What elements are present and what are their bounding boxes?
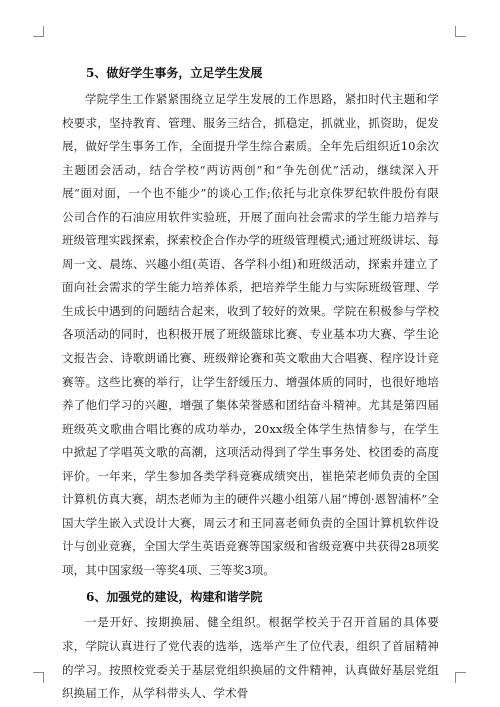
section-5-paragraph: 学院学生工作紧紧围绕立足学生发展的工作思路，紧扣时代主题和学校要求，坚持教育、管理、服务三结合，抓稳定，抓就业，抓资助，促发展，做好学生事务工作，全面提升学生综合素质。全年先后组织近10余次主题团会活动，结合学校“两访两创”和“争先创优”活动，继续深入开展“面对面，一个也不能少”的谈心工作;依托与北京侏罗纪软件股份有限公司合作的石油应用软件实验班，开展了面向社会需求的学生能力培养与班级管理实践探索，探索校企合作办学的班级管理模式;通过班级讲坛、每周一文、晨练、兴趣小组(英语、各学科小组)和班级活动，探索并建立了面向社会需求的学生能力培养体系，把培养学生能力与实际班级管理、学生成长中遇到的问题结合起来，收到了较好的效果。学院在积极参与学校各项活动的同时，也积极开展了班级篮球比赛、专业基本功大赛、学生论文报告会、诗歌朗诵比赛、班级辩论赛和英文歌曲大合唱赛、程序设计竞赛等。这些比赛的举行，让学生舒缓压力、增强体质的同时，也很好地培养了他们学习的兴趣，增强了集体荣誉感和团结奋斗精神。尤其是第四届班级英文歌曲合唱比赛的成功举办，20xx级全体学生热情参与，在学生中掀起了学唱英文歌的高潮，这项活动得到了学生事务处、校团委的高度评价。一年来，学生参加各类学科竞赛成绩突出，崔艳荣老师负责的全国计算机仿真大赛，胡杰老师为主的硬件兴趣小组第八届“博创·恩智浦杯”全国大学生嵌入式设计大赛，周云才和王同喜老师负责的全国计算机软件设计与创业竞赛，全国大学生英语竞赛等国家级和省级竞赛中共获得28项奖项，其中国家级一等奖4项、三等奖3项。: [62, 92, 440, 577]
crop-mark-bottom-left: [33, 672, 44, 683]
section-6-heading: 6、加强党的建设，构建和谐学院: [86, 590, 263, 605]
crop-mark-top-right: [455, 26, 466, 37]
section-5-heading: 5、做好学生事务，立足学生发展: [86, 66, 263, 80]
section-6-paragraph: 一是开好、按期换届、健全组织。根据学校关于召开首届的具体要求，学院认真进行了党代表的选举，选举产生了位代表，组织了首届精神的学习。按照校党委关于基层党组织换届的文件精神，认真做好基层党组织换届工作，从学科带头人、学术骨: [62, 615, 439, 701]
crop-mark-bottom-right: [455, 672, 466, 683]
document-body: [62, 62, 439, 706]
crop-mark-top-left: [33, 26, 44, 37]
